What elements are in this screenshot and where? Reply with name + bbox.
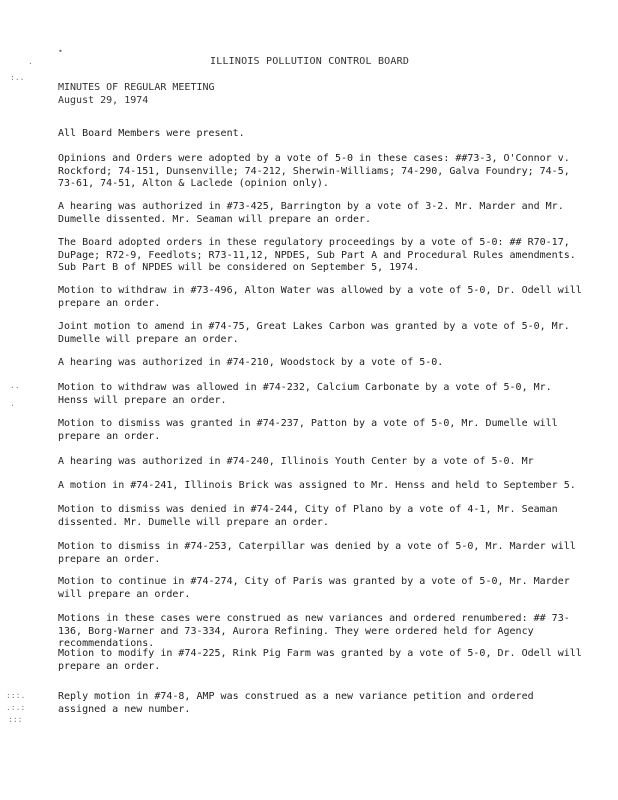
paragraph-rink-pig-farm: Motion to modify in #74-225, Rink Pig Farm was granted by a vote of 5-0, Dr. Odell will prepare an order. — [58, 648, 582, 672]
paragraph-illinois-brick: A motion in #74-241, Illinois Brick was assigned to Mr. Henss and held to September 5. — [58, 480, 576, 491]
scan-artifact-mark: ·· — [10, 383, 20, 392]
minutes-title: MINUTES OF REGULAR MEETING — [58, 82, 215, 93]
scan-artifact-mark: · — [28, 59, 33, 68]
paragraph-caterpillar: Motion to dismiss in #74-253, Caterpillar was denied by a vote of 5-0, Mr. Marder will prepare an order. — [58, 541, 576, 565]
paragraph-attendance: All Board Members were present. — [58, 128, 245, 139]
scan-artifact-mark: :.. — [10, 73, 25, 82]
scan-artifact-mark: ::: — [8, 715, 23, 724]
paragraph-amp: Reply motion in #74-8, AMP was construed as a new variance petition and ordered assigned a new number. — [58, 691, 534, 715]
paragraph-plano: Motion to dismiss was denied in #74-244, City of Plano by a vote of 4-1, Mr. Seaman dissented. Mr. Dumelle will prepare an order. — [58, 504, 558, 528]
board-header: ILLINOIS POLLUTION CONTROL BOARD — [210, 56, 410, 67]
paragraph-regulatory: The Board adopted orders in these regulatory proceedings by a vote of 5-0: ## R70-17, DuPage; R72-9, Feedlots; R73-11,12, NPDES, Sub Part A and Procedural Rules amendments. Sub Part B of NPDES will be considered on September 5, 1974. — [58, 237, 576, 273]
paragraph-renumbered: Motions in these cases were construed as new variances and ordered renumbered: ## 73-136, Borg-Warner and 73-334, Aurora Refining. They were ordered held for Agency recommendations. — [58, 613, 570, 649]
scan-artifact-mark: :::. — [6, 691, 26, 700]
paragraph-paris: Motion to continue in #74-274, City of Paris was granted by a vote of 5-0, Mr. Marder will prepare an order. — [58, 576, 570, 600]
scan-artifact-mark: .:.: — [6, 703, 26, 712]
meeting-date: August 29, 1974 — [58, 95, 149, 106]
scan-artifact-mark: • — [58, 47, 63, 56]
document-title-block — [58, 81, 215, 107]
paragraph-patton: Motion to dismiss was granted in #74-237, Patton by a vote of 5-0, Mr. Dumelle will prepare an order. — [58, 418, 558, 442]
scan-artifact-mark: · — [10, 401, 15, 410]
paragraph-hearing-barrington: A hearing was authorized in #73-425, Barrington by a vote of 3-2. Mr. Marder and Mr. Dumelle dissented. Mr. Seaman will prepare an order. — [58, 201, 564, 225]
paragraph-youth-center: A hearing was authorized in #74-240, Illinois Youth Center by a vote of 5-0. Mr — [58, 456, 534, 467]
paragraph-great-lakes: Joint motion to amend in #74-75, Great Lakes Carbon was granted by a vote of 5-0, Mr. Dumelle will prepare an order. — [58, 321, 570, 345]
paragraph-woodstock: A hearing was authorized in #74-210, Woodstock by a vote of 5-0. — [58, 357, 444, 368]
paragraph-opinions: Opinions and Orders were adopted by a vote of 5-0 in these cases: ##73-3, O'Connor v. Rockford; 74-151, Dunsenville; 74-212, Sherwin-Williams; 74-290, Galva Foundry; 74-5, 73-61, 74-51, Alton & Laclede (opinion only). — [58, 153, 570, 189]
paragraph-calcium-carbonate: Motion to withdraw was allowed in #74-232, Calcium Carbonate by a vote of 5-0, Mr. Henss will prepare an order. — [58, 382, 552, 406]
paragraph-alton-water: Motion to withdraw in #73-496, Alton Water was allowed by a vote of 5-0, Dr. Odell will prepare an order. — [58, 285, 582, 309]
